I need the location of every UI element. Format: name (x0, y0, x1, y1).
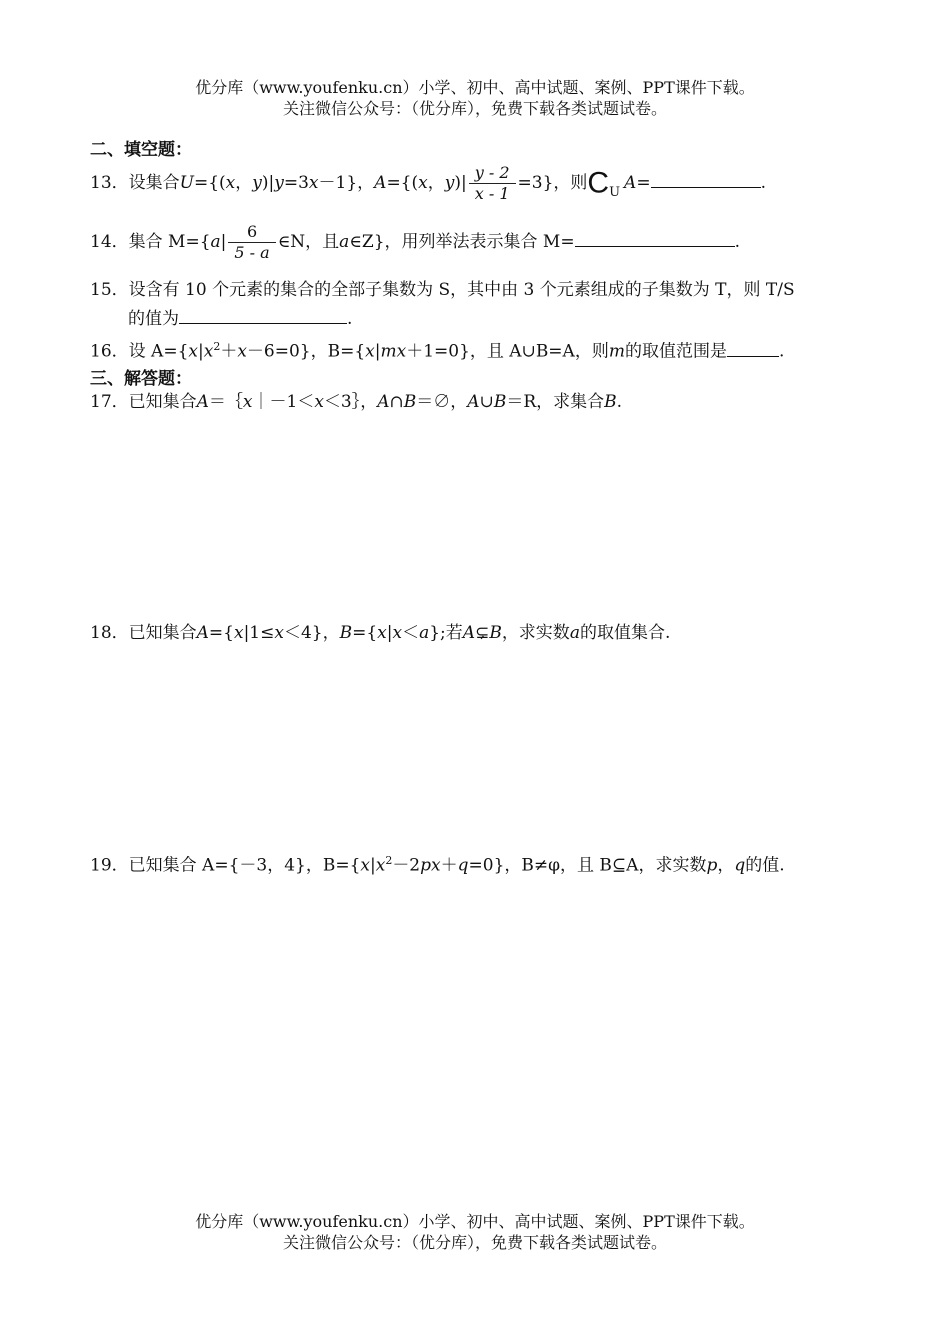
q13-var: y (252, 173, 262, 193)
q19-var: px (420, 855, 441, 876)
q18-text: ＜4}， (283, 623, 340, 643)
q19-text: | (369, 855, 376, 876)
q13-answer-blank[interactable] (651, 171, 761, 188)
q14-text: ∈Z}，用列举法表示集合 M= (349, 232, 575, 252)
q19-var: q (734, 855, 746, 876)
q13-fraction-numerator: y - 2 (469, 163, 516, 184)
page-header (0, 77, 950, 119)
q13-text: －1}， (318, 173, 375, 193)
q15-line-1: 设含有 10 个元素的集合的全部子集数为 S，其中由 3 个元素组成的子集数为 T，则 T/S (128, 280, 795, 300)
q18-text: 已知集合 (128, 623, 197, 643)
question-17 (90, 391, 622, 413)
q13-number: 13． (90, 173, 129, 193)
q16-text: . (778, 341, 785, 362)
q17-text: . (616, 392, 623, 412)
q13-var: x (418, 173, 428, 193)
q18-var: x (274, 623, 284, 643)
q14-var: a (339, 232, 350, 252)
q19-text: 已知集合 A={－3，4}，B={ (128, 855, 361, 876)
question-13 (90, 163, 766, 204)
q16-var: x (365, 341, 375, 362)
q13-var: A (624, 173, 637, 193)
q18-var: A (462, 623, 476, 643)
section-fill-in-title: 二、填空题： (90, 140, 192, 160)
q17-var: A (196, 392, 209, 412)
q17-text: ＜3｝， (323, 392, 378, 412)
q13-text: . (760, 173, 766, 193)
question-15 (90, 279, 795, 301)
q13-text: ={( (386, 173, 419, 193)
q19-number: 19． (90, 855, 129, 876)
q18-text: | (386, 623, 393, 643)
q16-var: mx (380, 341, 407, 362)
q17-text: 已知集合 (128, 392, 197, 412)
question-14 (90, 222, 740, 263)
footer-line-2: 关注微信公众号：（优分库），免费下载各类试题试卷。 (282, 1233, 667, 1252)
q13-text: ={( (193, 173, 226, 193)
q19-text: =0}，B≠φ，且 B⊆A，求实数 (468, 855, 707, 876)
q14-fraction-numerator: 6 (228, 222, 275, 243)
q13-var: y (444, 173, 455, 193)
section-answer-title: 三、解答题： (90, 369, 192, 389)
q18-text: 的取值集合. (579, 623, 671, 643)
q19-exponent: 2 (385, 854, 393, 867)
q13-var: x (308, 173, 319, 193)
q19-text: ＋ (440, 855, 458, 876)
q17-text: ｜－1＜ (252, 392, 315, 412)
q16-var: m (608, 341, 625, 362)
q18-text: ={ (352, 623, 378, 643)
q13-text: = (636, 173, 651, 193)
q14-fraction (228, 222, 275, 263)
q19-var: p (706, 855, 718, 876)
q13-text: )| (261, 173, 275, 193)
q19-var: x (375, 855, 386, 876)
complement-subscript: U (609, 185, 621, 200)
footer-line-1: 优分库（www.youfenku.cn）小学、初中、高中试题、案例、PPT课件下载。 (195, 1212, 755, 1231)
q18-text: ={ (208, 623, 234, 643)
q18-var: B (489, 623, 502, 643)
complement-symbol: C (587, 166, 610, 200)
q18-text: ＜ (402, 623, 420, 643)
q14-text: ∈N，且 (277, 232, 340, 252)
q18-var: x (233, 623, 244, 643)
q17-text: ∪ (479, 392, 494, 412)
q19-text: －2 (392, 855, 421, 876)
header-line-1: 优分库（www.youfenku.cn）小学、初中、高中试题、案例、PPT课件下载。 (195, 78, 755, 97)
q17-var: B (604, 392, 617, 412)
q18-text: ⊊ (475, 623, 490, 643)
question-15-cont (128, 307, 352, 330)
q17-text: ＝∅， (416, 392, 468, 412)
q13-text: )| (454, 173, 467, 193)
q17-var: A (467, 392, 480, 412)
q19-text: 的值. (745, 855, 785, 876)
q19-text: ， (717, 855, 735, 876)
q16-text: ＋ (220, 341, 238, 362)
header-line-2: 关注微信公众号：（优分库），免费下载各类试题试卷。 (282, 99, 667, 118)
q16-var: x (188, 341, 198, 362)
q16-text: 的取值范围是 (624, 341, 727, 362)
q15-line-2: 的值为 (128, 309, 179, 329)
q17-text: ＝｛ (208, 392, 243, 412)
q16-exponent: 2 (213, 340, 221, 353)
q14-text: . (734, 232, 740, 252)
q13-fraction (469, 163, 516, 204)
q14-fraction-denominator: 5 - a (234, 243, 270, 262)
q13-text: ， (427, 173, 445, 193)
q13-text: =3}，则 (517, 173, 588, 193)
q17-number: 17． (90, 392, 129, 412)
q16-var: x (203, 341, 214, 362)
q16-text: －6=0}，B={ (246, 341, 366, 362)
q18-var: B (339, 623, 353, 643)
question-19 (90, 850, 785, 877)
q16-number: 16． (90, 341, 129, 362)
q15-text: . (347, 309, 353, 329)
q17-var: x (314, 392, 324, 412)
q14-answer-blank[interactable] (575, 230, 735, 247)
q13-fraction-denominator: x - 1 (474, 184, 510, 203)
q18-number: 18． (90, 623, 129, 643)
q14-text: | (220, 232, 227, 252)
q13-text: =3 (283, 173, 309, 193)
q18-var: x (392, 623, 403, 643)
q13-text: ， (235, 173, 253, 193)
q17-var: B (403, 392, 417, 412)
q14-text: 集合 M={ (128, 232, 211, 252)
q13-text: 设集合 (128, 173, 180, 193)
q16-text: | (197, 341, 204, 362)
q13-var: A (374, 173, 387, 193)
q13-var: U (179, 173, 194, 193)
q17-text: ＝R，求集合 (506, 392, 605, 412)
q16-answer-blank[interactable] (727, 340, 779, 357)
question-18 (90, 622, 670, 644)
q14-var: a (210, 232, 221, 252)
q18-text: ，求实数 (501, 623, 570, 643)
q15-answer-blank[interactable] (179, 307, 347, 324)
q17-text: ∩ (389, 392, 404, 412)
q18-var: A (196, 623, 209, 643)
q17-var: B (493, 392, 507, 412)
question-16 (90, 336, 784, 363)
q19-var: q (457, 855, 469, 876)
q19-var: x (360, 855, 370, 876)
q18-text: };若 (429, 623, 463, 643)
q18-var: a (419, 623, 430, 643)
q16-var: x (237, 341, 247, 362)
q16-text: ＋1=0}，且 A∪B=A，则 (406, 341, 609, 362)
q18-var: x (377, 623, 387, 643)
q16-text: 设 A={ (128, 341, 189, 362)
q13-var: y (274, 173, 284, 193)
page-footer (0, 1211, 950, 1253)
q13-var: x (225, 173, 236, 193)
q18-text: |1≤ (243, 623, 275, 643)
q15-number: 15． (90, 280, 129, 300)
q14-number: 14． (90, 232, 129, 252)
q17-var: x (242, 392, 253, 412)
q16-text: | (374, 341, 381, 362)
q18-var: a (569, 623, 580, 643)
q17-var: A (377, 392, 390, 412)
